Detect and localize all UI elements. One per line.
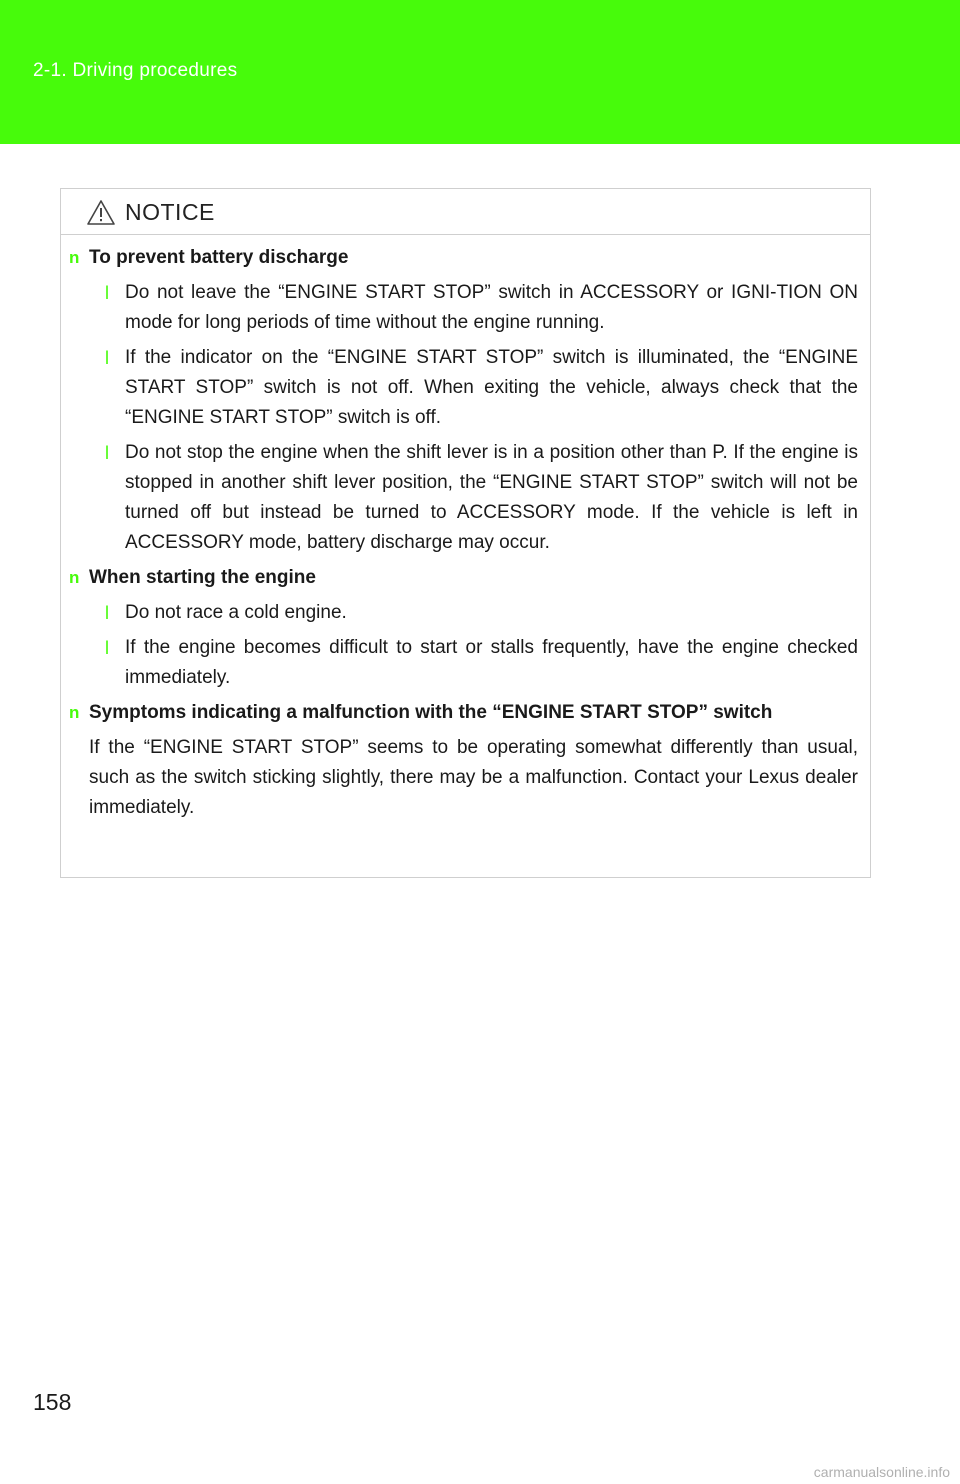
list-item: l If the engine becomes difficult to start or stalls frequently, have the engine checked immediately. xyxy=(105,633,858,693)
warning-triangle-icon xyxy=(86,199,116,226)
list-item: l Do not stop the engine when the shift lever is in a position other than P. If the engine is stopped in another shift lever position, the “ENGINE START STOP” switch will not be turned off but instead be turned to ACCESSORY mode. If the vehicle is left in ACCESSORY mode, battery discharge may occur. xyxy=(105,438,858,558)
section-title: 2-1. Driving procedures xyxy=(33,60,238,81)
notice-box xyxy=(60,188,871,878)
bullet-icon: l xyxy=(105,348,109,368)
section-heading: n To prevent battery discharge xyxy=(61,243,870,273)
notice-title: NOTICE xyxy=(125,199,215,225)
section-paragraph: If the “ENGINE START STOP” seems to be operating somewhat differently than usual, such as the switch sticking slightly, there may be a malfunction. Contact your Lexus dealer immediately. xyxy=(89,737,858,818)
list-item: l Do not race a cold engine. xyxy=(105,598,858,628)
section-heading: n Symptoms indicating a malfunction with the “ENGINE START STOP” switch xyxy=(61,698,870,728)
notice-section xyxy=(61,243,870,558)
watermark: carmanualsonline.info xyxy=(813,1464,950,1480)
square-bullet-icon: n xyxy=(69,248,80,267)
notice-body xyxy=(61,235,870,823)
square-bullet-icon: n xyxy=(69,703,80,722)
notice-section xyxy=(61,563,870,693)
square-bullet-icon: n xyxy=(69,568,80,587)
list-item: l Do not leave the “ENGINE START STOP” switch in ACCESSORY or IGNI-TION ON mode for long periods of time without the engine running. xyxy=(105,278,858,338)
notice-header xyxy=(61,189,870,235)
bullet-icon: l xyxy=(105,283,109,303)
header-band xyxy=(0,0,960,144)
section-heading: n When starting the engine xyxy=(61,563,870,593)
bullet-icon: l xyxy=(105,443,109,463)
list-item: l If the indicator on the “ENGINE START STOP” switch is illuminated, the “ENGINE START STOP” switch is not off. When exiting the vehicle, always check that the “ENGINE START STOP” switch is off. xyxy=(105,343,858,433)
bullet-icon: l xyxy=(105,603,109,623)
page-number: 158 xyxy=(33,1389,72,1415)
bullet-icon: l xyxy=(105,638,109,658)
notice-section xyxy=(61,698,870,823)
